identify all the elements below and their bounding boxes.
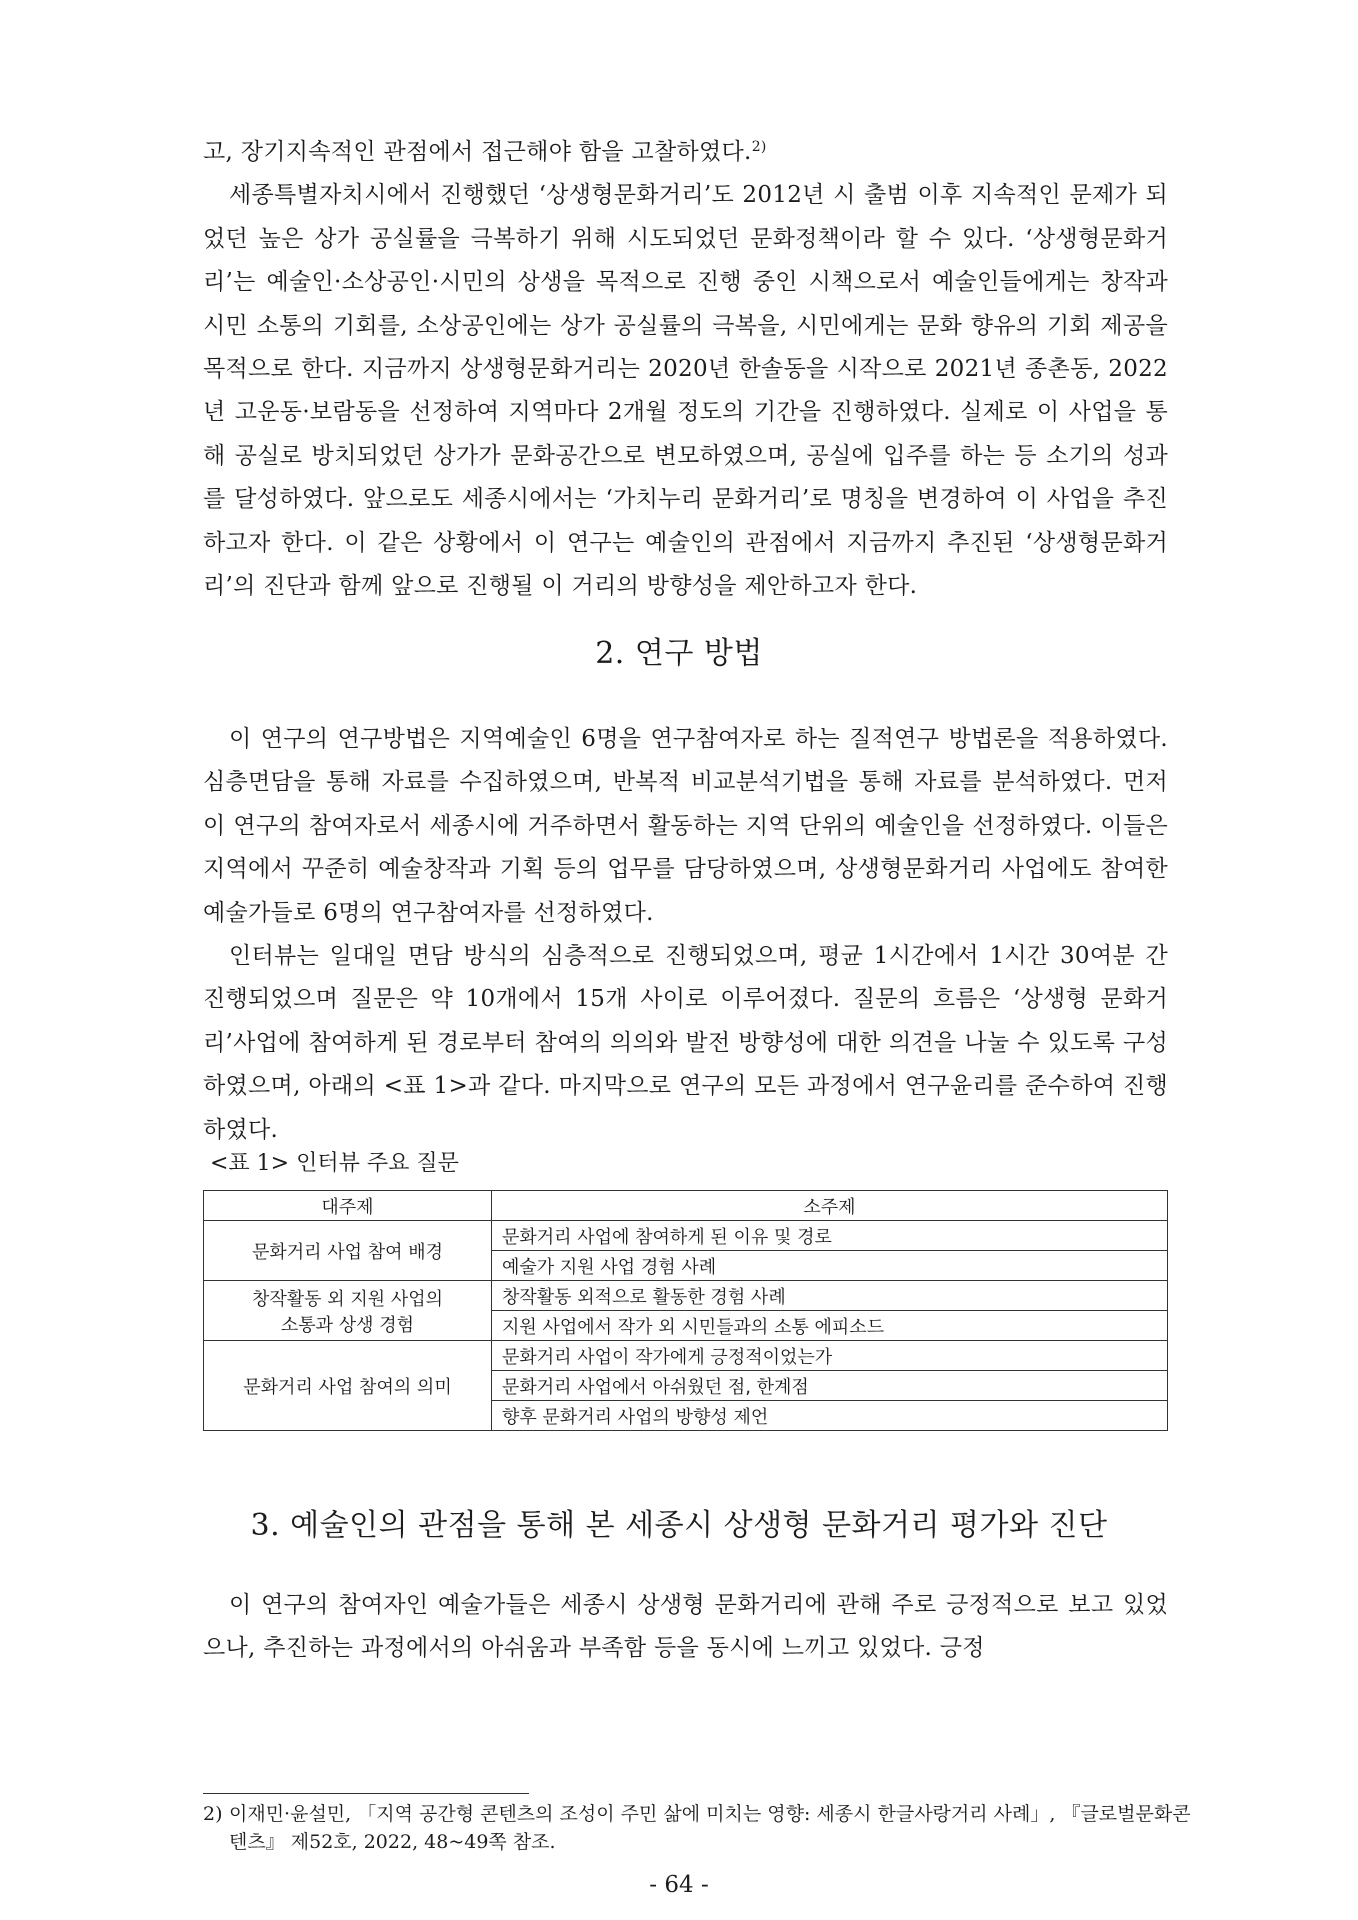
- footnote: [203, 1800, 1194, 1856]
- table-row: [204, 1221, 1168, 1251]
- section-3-text: [203, 1584, 1168, 1671]
- intro-paragraph: 세종특별자치시에서 진행했던 ‘상생형문화거리’도 2012년 시 출범 이후 지속적인 문제가 되었던 높은 상가 공실률을 극복하기 위해 시도되었던 문화정책이라 할 수 있다. ‘상생형문화거리’는 예술인·소상공인·시민의 상생을 목적으로 진행 중인 시책으로서 예술인들에게는 창작과 시민 소통의 기회를, 소상공인에는 상가 공실률의 극복을, 시민에게는 문화 향유의 기회 제공을 목적으로 한다. 지금까지 상생형문화거리는 2020년 한솔동을 시작으로 2021년 종촌동, 2022년 고운동·보람동을 선정하여 지역마다 2개월 정도의 기간을 진행하였다. 실제로 이 사업을 통해 공실로 방치되었던 상가가 문화공간으로 변모하였으며, 공실에 입주를 하는 등 소기의 성과를 달성하였다. 앞으로도 세종시에서는 ‘가치누리 문화거리’로 명칭을 변경하여 이 사업을 추진하고자 한다. 이 같은 상황에서 이 연구는 예술인의 관점에서 지금까지 추진된 ‘상생형문화거리’의 진단과 함께 앞으로 진행될 이 거리의 방향성을 제안하고자 한다.: [203, 182, 1168, 600]
- section-2-heading: 2. 연구 방법: [595, 636, 763, 671]
- main-topic-cell: [204, 1341, 492, 1431]
- table-header-row: [204, 1191, 1168, 1221]
- main-topic-cell: [204, 1221, 492, 1281]
- sub-topic-cell: 예술가 지원 사업 경험 사례: [492, 1251, 1168, 1281]
- main-topic-line: 소통과 상생 경험: [280, 1314, 415, 1336]
- interview-questions-table: [203, 1190, 1168, 1431]
- table-row: [204, 1281, 1168, 1311]
- sub-topic-cell: 문화거리 사업이 작가에게 긍정적이었는가: [492, 1341, 1168, 1371]
- main-topic-line: 문화거리 사업 참여의 의미: [243, 1376, 452, 1398]
- footnote-reference: 2): [751, 139, 767, 155]
- header-main-topic: 대주제: [204, 1191, 492, 1221]
- main-topic-line: 문화거리 사업 참여 배경: [251, 1241, 444, 1263]
- sub-topic-cell: 지원 사업에서 작가 외 시민들과의 소통 에피소드: [492, 1311, 1168, 1341]
- sub-topic-cell: 향후 문화거리 사업의 방향성 제언: [492, 1401, 1168, 1431]
- evaluation-paragraph: 이 연구의 참여자인 예술가들은 세종시 상생형 문화거리에 관해 주로 긍정적으로 보고 있었으나, 추진하는 과정에서의 아쉬움과 부족함 등을 동시에 느끼고 있었다. 긍정: [203, 1592, 1168, 1662]
- method-paragraph-1: 이 연구의 연구방법은 지역예술인 6명을 연구참여자로 하는 질적연구 방법론을 적용하였다. 심층면담을 통해 자료를 수집하였으며, 반복적 비교분석기법을 통해 자료를 분석하였다. 먼저 이 연구의 참여자로서 세종시에 거주하면서 활동하는 지역 단위의 예술인을 선정하였다. 이들은 지역에서 꾸준히 예술창작과 기획 등의 업무를 담당하였으며, 상생형문화거리 사업에도 참여한 예술가들로 6명의 연구참여자를 선정하였다.: [203, 726, 1168, 926]
- table-caption: <표 1> 인터뷰 주요 질문: [210, 1151, 459, 1176]
- header-sub-topic: 소주제: [492, 1191, 1168, 1221]
- main-topic-cell: [204, 1281, 492, 1341]
- intro-first-line: 고, 장기지속적인 관점에서 접근해야 함을 고찰하였다.: [203, 139, 752, 165]
- footnote-number: 2): [203, 1803, 223, 1825]
- main-topic-line: 창작활동 외 지원 사업의: [251, 1288, 444, 1310]
- sub-topic-cell: 문화거리 사업에 참여하게 된 이유 및 경로: [492, 1221, 1168, 1251]
- method-paragraph-2: 인터뷰는 일대일 면담 방식의 심층적으로 진행되었으며, 평균 1시간에서 1시간 30여분 간 진행되었으며 질문은 약 10개에서 15개 사이로 이루어졌다. 질문의 흐름은 ‘상생형 문화거리’사업에 참여하게 된 경로부터 참여의 의의와 발전 방향성에 대한 의견을 나눌 수 있도록 구성하였으며, 아래의 <표 1>과 같다. 마지막으로 연구의 모든 과정에서 연구윤리를 준수하여 진행하였다.: [203, 943, 1168, 1143]
- section-3-heading: 3. 예술인의 관점을 통해 본 세종시 상생형 문화거리 평가와 진단: [250, 1508, 1108, 1543]
- footnote-text: 이재민·윤설민, 「지역 공간형 콘텐츠의 조성이 주민 삶에 미치는 영향: 세종시 한글사랑거리 사례」, 『글로벌문화콘텐츠』 제52호, 2022, 48~49쪽 참조.: [229, 1803, 1191, 1853]
- sub-topic-cell: 창작활동 외적으로 활동한 경험 사례: [492, 1281, 1168, 1311]
- footnote-divider: [203, 1793, 529, 1794]
- page-number: - 64 -: [649, 1872, 709, 1898]
- intro-text: [203, 126, 1168, 608]
- table-row: [204, 1341, 1168, 1371]
- sub-topic-cell: 문화거리 사업에서 아쉬웠던 점, 한계점: [492, 1371, 1168, 1401]
- section-2-text: [203, 718, 1168, 1152]
- intro-line: [203, 126, 1168, 174]
